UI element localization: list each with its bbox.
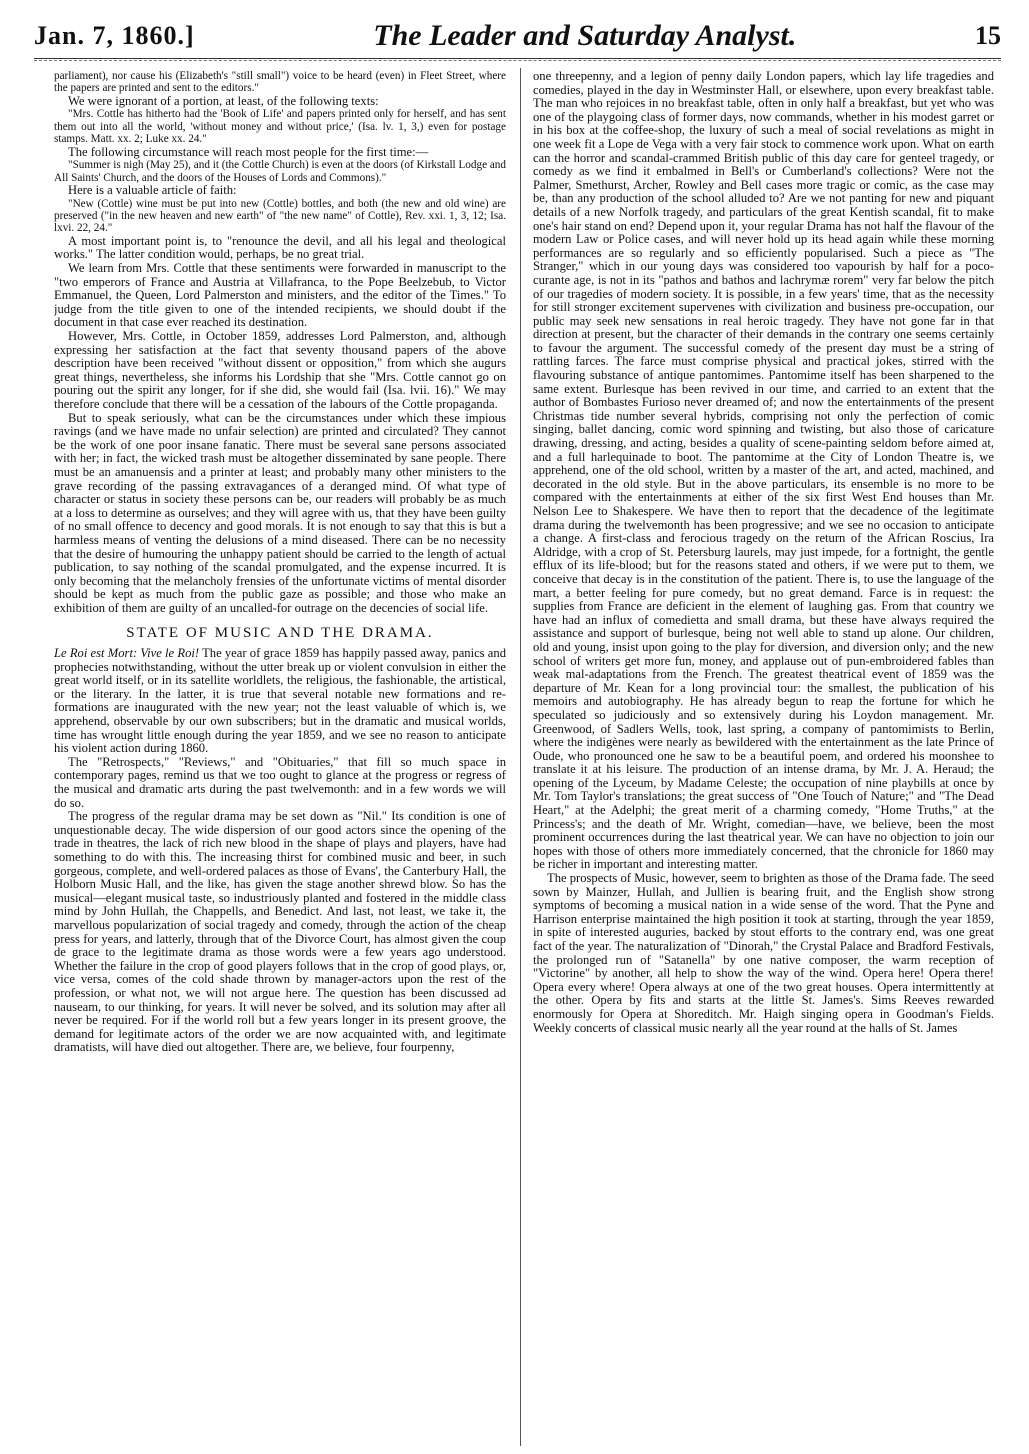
right-column xyxy=(533,70,994,1448)
paragraph: The following circumstance will reach most people for the first time:— xyxy=(68,144,429,159)
paragraph: The "Retrospects," "Reviews," and "Obituaries," that fill so much space in contemporary pages, remind us that we too ought to glance at the progress or regress of the musical and dramatic arts during the past twelvemonth: and in a few words we will do so. xyxy=(54,754,506,810)
paragraph: parliament), nor cause his (Elizabeth's "still small") voice to be heard (even) in Fleet Street, where the papers are printed and sent to the editors." xyxy=(54,70,506,95)
quoted-text: "New (Cottle) wine must be put into new (Cottle) bottles, and both (the new and old wine) are preserved ("in the new heaven and new earth" of "the new name" of Cottle), Rev. xxi. 1, 3, 12; Isa. lxvi. 22, 24." xyxy=(54,197,506,235)
paragraph xyxy=(54,647,506,756)
quoted-text: "Summer is nigh (May 25), and it (the Cottle Church) is even at the doors (of Kirkstall Lodge and All Saints' Church, and the doors of the Houses of Lords and Commons)." xyxy=(54,159,506,184)
paragraph: But to speak seriously, what can be the circumstances under which these impious ravings (and we have made no unfair selection) are printed and circulated? They cannot be the work of one poor insane fanatic. There must be several sane persons associated with her; in fact, the wicked trash must be altogether disseminated by sane people. There must be an amanuensis and a printer at least; and probably many other ministers to the grave recording of the passing extravagances of a deranged mind. Of what type of character or status in society these persons can be, our readers will probably be as much at a loss to determine as ourselves; and they will agree with us, that they have been guilty of no small offence to decency and good morals. It is not enough to say that this is but a harmless means of venting the delusions of a mind diseased. There can be no necessity that the desire of humouring the unhappy patient should be carried to the length of actual publication, to say nothing of the scandal promulgated, and the expense incurred. It is only becoming that the melancholy frensies of the unfortunate victims of mental disorder should be kept as much from the public gaze as possible; and those who make an exhibition of them are guilty of an uncalled-for outrage on the decencies of social life. xyxy=(54,410,506,615)
publication-title: The Leader and Saturday Analyst. xyxy=(373,19,797,52)
paragraph: We learn from Mrs. Cottle that these sentiments were forwarded in manuscript to the "two emperors of France and Austria at Villafranca, to the Pope Beelzebub, to Victor Emmanuel, the Queen, Lord Palmerston and ministers, and the editor of the Times." To judge from the title given to one of the intended recipients, we should doubt if the document in that case ever reached its destination. xyxy=(54,261,506,330)
paragraph: The prospects of Music, however, seem to brighten as those of the Drama fade. The seed sown by Mainzer, Hullah, and Jullien is bearing fruit, and the English show strong symptoms of becoming a musical nation in a wide sense of the word. That the Pyne and Harrison enterprise maintained the high position it took at starting, through the year 1859, in spite of interested auguries, backed by stout efforts to the contrary end, was one great fact of the year. The naturalization of "Dinorah," the Crystal Palace and Bradford Festivals, the prolonged run of "Satanella" by one native composer, the warm reception of "Victorine" by another, all help to show the way of the wind. Opera here! Opera there! Opera every where! Opera always at one of the two great houses. Opera intermittently at the other. Opera by fits and starts at the little St. James's. Sims Reeves rewarded enormously for Opera at Shoreditch. Mr. Haigh singing opera in Goodman's Fields. Weekly concerts of classical music nearly all the year round at the halls of St. James xyxy=(533,871,994,1035)
quoted-text: "Mrs. Cottle has hitherto had the 'Book of Life' and papers printed only for herself, and has sent them out into all the world, 'without money and without price,' (Isa. lv. 1, 3,) even for postage stamps. Matt. xx. 2; Luke xx. 24." xyxy=(54,108,506,146)
issue-date: Jan. 7, 1860.] xyxy=(34,21,195,50)
paragraph: However, Mrs. Cottle, in October 1859, addresses Lord Palmerston, and, although expressing her satisfaction at the fact that seventy thousand papers of the above description have been received "without dissent or opposition," from which she augurs great things, nevertheless, she informs his Lordship that she "Mrs. Cottle cannot go on pouring out the spirit any longer, for if she did, she would fail (Isa. lvii. 16)." We may therefore conclude that there will be a cessation of the labours of the Cottle propaganda. xyxy=(54,329,506,411)
paragraph: The progress of the regular drama may be set down as "Nil." Its condition is one of unquestionable decay. The wide dispersion of our good actors since the opening of the trade in theatres, the lack of rich new blood in the shape of plays and players, have had something to do with this. The increasing thirst for combined music and beer, in such gorgeous, complete, and well-ordered palaces as those of Evans', the Canterbury Hall, the Holborn Music Hall, and the like, has given the stage another shrewd blow. So has the musical—elegant musical taste, so industriously planted and fostered in the middle class mind by John Hullah, the Chappells, and Benedict. And last, not least, we take it, the marvellous popularization of social tragedy and comedy, through the action of the cheap press for years, and latterly, through that of the Divorce Court, has almost given the coup de grace to the legitimate drama as those words were a few years ago understood. Whether the failure in the crop of good players follows that in the crop of good plays, or, vice versa, comes of the cold shade thrown by manager-actors upon the rest of the profession, or what not, we will not argue here. The question has been discussed ad nauseam, to our thinking, for years. It will never be solved, and its solution may after all never be required. For if the world roll but a few years longer in its present groove, the demand for legitimate actors of the order we are now acquainted with, and legitimate dramatists, will have died out altogether. There are, we believe, four fourpenny, xyxy=(54,809,506,1055)
header-rule xyxy=(34,60,1001,61)
paragraph: Here is a valuable article of faith: xyxy=(68,183,237,198)
section-heading: STATE OF MUSIC AND THE DRAMA. xyxy=(126,625,434,642)
column-divider xyxy=(520,68,521,1446)
paragraph: We were ignorant of a portion, at least, of the following texts: xyxy=(68,93,379,108)
left-column xyxy=(54,70,506,1448)
paragraph-text: The year of grace 1859 has happily passed away, panics and prophecies notwithstanding, without the utter break up or violent convulsion in either the great world itself, or in its satellite worldlets, the religious, the fashionable, the artistical, or the literary. In the latter, it is true that several notable new formations and re-formations are inaugurated with the new year; not the least valuable of which is, we apprehend, observable by our own subscribers; but in the dramatic and musical worlds, time has wrought little enough during the year 1859, and we see no reason to anticipate his violent action during 1860. xyxy=(54,646,506,756)
paragraph: A most important point is, to "renounce the devil, and all his legal and theological works." The latter condition would, perhaps, be no great trial. xyxy=(54,233,506,262)
section-lead-in: Le Roi est Mort: Vive le Roi! xyxy=(54,646,200,661)
masthead xyxy=(34,14,1001,59)
paragraph: one threepenny, and a legion of penny daily London papers, which lay life tragedies and comedies, played in the day in Westminster Hall, or elsewhere, upon every breakfast table. The man who rejoices in no breakfast table, often in only half a breakfast, but yet who was one of the playgoing class of former days, now commands, whether in his modest garret or in his box at the coffee-shop, the luxury of such a meal of social revelations as might in one week fit a Lope de Vega with a very fair stock to commence work upon. What on earth can the horror and scandal-crammed British public of this day care for genteel tragedy, or comedy as we find it embalmed in Bell's or Cumberland's collections? Were not the Palmer, Smethurst, Archer, Rowley and Bell cases more tragic or comic, as the case may be, than any production of the school alluded to? Are we not panting for new and piquant details of a new Norfolk tragedy, and particulars of the great Kentish scandal, fit to make one's hair stand on end? Depend upon it, your regular Drama has not half the flavour of the modern Law or Police cases, and will never hold up its head again while these morning performances are so regularly and so efficiently popularised. Such a piece as "The Stranger," which in our young days was considered too vapourish by half for a poco-curante age, is not in its "pathos and bathos and lachrymæ rorem" very far below the pitch of our tragedies of modern society. It is possible, in a few years' time, that as the necessity for still stronger excitement supervenes with civilization and business pre-occupation, our public may seek new sensations in real heroic tragedy. They have not gone far in that direction at present, but the character of their demands in the contrary one seems certainly to favour the argument. The successful comedy of the present day must be a string of rattling farces. The farce must comprise physical and practical jokes, stirred with the flavouring substance of antique pantomimes. Pantomime itself has been sharpened to the same extent. Burlesque has been revived in our time, and carried to an extent that the author of Bombastes Furioso never dreamed of; and now the entertainments of the present Christmas tide number several hybrids, comprising not only the perfection of comic singing, ballet dancing, comic word spinning and twisting, but also those of caricature drawing, dressing, and acting, besides a quality of scene-painting seldom before aimed at, and a full harlequinade to boot. The pantomime at the City of London Theatre is, we apprehend, one of the old school, written by a master of the art, and acted, machined, and decorated in the old style. But in the above particulars, its ensemble is no more to be compared with the entertainments at either of the six first West End houses than Mr. Nelson Lee to Shakespere. We have then to report that the decadence of the legitimate drama during the twelvemonth has been progressive; and we see no occasion to anticipate a change. A first-class and ferocious tragedy on the return of the African Roscius, Ira Aldridge, with a crop of St. Petersburg laurels, may just impede, for a fortnight, the gentle efflux of its life-blood; but for the reasons stated and others, if we were put to them, we conceive that decay is in the constitution of the patient. There is, to use the language of the mart, a better feeling for pure comedy, but no great demand. Farce is in request: the supplies from France are deficient in the element of laughing gas. From that country we have had an influx of comedietta and small drama, but these have always required the assistance and support of burlesque, being not well able to stand up alone. Our children, old and young, insist upon going to the play for diversion, and diversion only; and the new school of writers get more fun, money, and applause out of pun-embroidered fables than weak mal-adaptations from the French. The greatest theatrical event of 1859 was the departure of Mr. Kean for a long provincial tour: the smallest, the publication of his memoirs and autobiography. He has already begun to reap the fortune for which he speculated so judiciously and so extensively during his Loydon management. Mr. Greenwood, of Sadlers Wells, took, last spring, a company of pantomimists to Berlin, where the indigènes were nearly as bewildered with the entertainment as the late Prince of Oude, who pronounced one he saw to be a beautiful poem, and ordered his moonshee to translate it at his leisure. The production of an intense drama, by Mr. J. A. Heraud; the opening of the Lyceum, by Madame Celeste; the occupation of nine playbills at once by Mr. Tom Taylor's translations; the great success of "One Touch of Nature;" and "The Dead Heart," at the Adelphi; the great merit of a charming comedy, "Home Truths," at the Princess's; and the death of Mr. Wright, comedian—have, we believe, been the most prominent occurrences during the last theatrical year. We can have no objection to join our hopes with those of others more immediately concerned, that the chronicle for 1860 may be richer in important and interesting matter. xyxy=(533,70,994,872)
page-number: 15 xyxy=(974,21,1001,50)
